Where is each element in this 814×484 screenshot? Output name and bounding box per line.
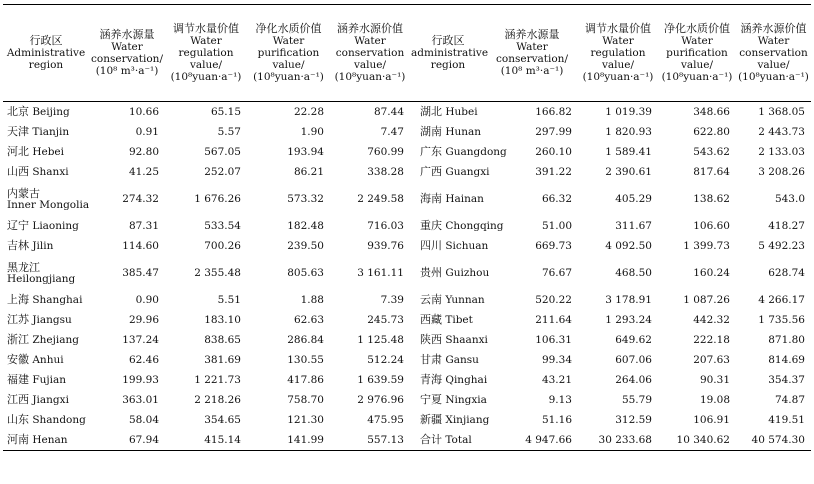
region-name-zh: 浙江 [7, 333, 29, 346]
region-name-zh: 河南 [7, 433, 29, 446]
value-cell-reg: 381.69 [204, 353, 241, 366]
value-cell-reg: 312.59 [615, 413, 652, 426]
region-name-zh: 广东 [420, 145, 442, 158]
value-cell-reg: 1 019.39 [605, 105, 652, 118]
value-cell-wc: 274.32 [122, 192, 159, 205]
region-name-en: Tianjin [32, 126, 70, 138]
region-name-en: Hebei [32, 146, 65, 158]
value-cell-wc: 211.64 [535, 313, 572, 326]
value-cell-reg: 311.67 [615, 219, 652, 232]
table-row [3, 122, 811, 142]
value-cell-reg: 607.06 [615, 353, 652, 366]
value-cell-reg: 3 178.91 [605, 293, 652, 306]
region-name-en: Shanxi [32, 166, 69, 178]
value-cell-con: 7.39 [380, 293, 404, 306]
value-cell-con: 814.69 [768, 353, 805, 366]
region-name-cell-right [410, 350, 486, 370]
value-cell-wc: 87.31 [128, 219, 159, 232]
value-cell-con: 3 161.11 [357, 266, 404, 279]
header-regulation-value-2: 调节水量价值 Water regulation value/ (10⁸yuan·a⁻¹) [578, 5, 658, 102]
value-cell-wc: 67.94 [89, 430, 165, 451]
region-name-en: Xinjiang [445, 414, 490, 426]
region-name-zh: 江西 [7, 393, 29, 406]
region-name-cell [3, 330, 89, 350]
value-cell-reg: 2 218.26 [194, 393, 241, 406]
region-name-cell-right [410, 310, 486, 330]
water-conservation-table [3, 4, 811, 451]
value-cell-con: 1 125.48 [357, 333, 404, 346]
region-name-cell-right [410, 182, 486, 216]
value-cell-pur: 622.80 [693, 125, 730, 138]
value-cell-con: 419.51 [768, 413, 805, 426]
value-cell-pur: 106.60 [693, 219, 730, 232]
value-cell-wc: 51.00 [541, 219, 572, 232]
region-name-zh: 云南 [420, 293, 442, 306]
table-row [3, 430, 811, 451]
header-region-2: 行政区 administrative region [410, 5, 486, 102]
value-cell-reg: 468.50 [615, 266, 652, 279]
value-cell-reg: 649.62 [615, 333, 652, 346]
header-conservation-value-2: 涵养水源价值 Water conservation value/ (10⁸yuan·a⁻¹) [736, 5, 811, 102]
region-name-en: Beijing [32, 106, 70, 118]
value-cell-pur: 1 399.73 [683, 239, 730, 252]
region-name-zh: 海南 [420, 192, 442, 205]
region-name-cell-right [410, 102, 486, 123]
table-row [3, 290, 811, 310]
table-row [3, 162, 811, 182]
value-cell-con: 512.24 [367, 353, 404, 366]
value-cell-con: 338.28 [367, 165, 404, 178]
value-cell-reg: 2 355.48 [194, 266, 241, 279]
region-name-cell [3, 390, 89, 410]
value-cell-pur: 348.66 [693, 105, 730, 118]
header-region: 行政区 Administrative region [3, 5, 89, 102]
value-cell-con: 543.0 [774, 192, 805, 205]
value-cell-reg: 1 820.93 [605, 125, 652, 138]
region-name-zh: 黑龙江 [7, 260, 40, 274]
value-cell-con: 7.47 [380, 125, 404, 138]
value-cell-wc: 9.13 [548, 393, 572, 406]
value-cell-wc: 29.96 [128, 313, 159, 326]
region-name-zh: 山东 [7, 413, 29, 426]
value-cell-reg: 533.54 [204, 219, 241, 232]
value-cell-reg: 1 293.24 [605, 313, 652, 326]
value-cell-con: 557.13 [330, 430, 410, 451]
region-name-zh: 宁夏 [420, 393, 442, 406]
value-cell-con: 628.74 [768, 266, 805, 279]
region-name-en: Henan [32, 434, 68, 446]
table-row [3, 390, 811, 410]
value-cell-wc: 260.10 [535, 145, 572, 158]
region-name-zh: 吉林 [7, 239, 29, 252]
value-cell-con: 87.44 [373, 105, 404, 118]
region-name-en: Shaanxi [445, 334, 488, 346]
value-cell-pur: 543.62 [693, 145, 730, 158]
value-cell-reg: 264.06 [615, 373, 652, 386]
value-cell-pur: 138.62 [693, 192, 730, 205]
value-cell-con: 1 639.59 [357, 373, 404, 386]
value-cell-pur: 758.70 [287, 393, 324, 406]
value-cell-reg: 5.57 [217, 125, 241, 138]
region-name-en: Qinghai [445, 374, 488, 386]
value-cell-con: 354.37 [768, 373, 805, 386]
region-name-cell-right [410, 142, 507, 162]
value-cell-reg: 183.10 [204, 313, 241, 326]
value-cell-pur: 62.63 [293, 313, 324, 326]
value-cell-con: 74.87 [774, 393, 805, 406]
region-name-cell [3, 216, 89, 236]
value-cell-reg: 354.65 [204, 413, 241, 426]
value-cell-pur: 442.32 [693, 313, 730, 326]
value-cell-pur: 121.30 [287, 413, 324, 426]
region-name-en: Ningxia [445, 394, 487, 406]
region-name-en: Jiangxi [32, 394, 69, 406]
value-cell-wc: 92.80 [128, 145, 159, 158]
region-name-zh: 湖南 [420, 125, 442, 138]
region-name-en: Hunan [445, 126, 482, 138]
region-name-zh: 辽宁 [7, 219, 29, 232]
header-water-conservation: 涵养水源量 Water conservation/ (10⁸ m³·a⁻¹) [89, 5, 165, 102]
value-cell-reg: 405.29 [615, 192, 652, 205]
header-regulation-value: 调节水量价值 Water regulation value/ (10⁸yuan·a⁻¹) [165, 5, 247, 102]
value-cell-pur: 1 087.26 [683, 293, 730, 306]
value-cell-pur: 573.32 [287, 192, 324, 205]
value-cell-pur: 130.55 [287, 353, 324, 366]
value-cell-pur: 106.91 [693, 413, 730, 426]
value-cell-pur: 90.31 [699, 373, 730, 386]
value-cell-pur: 141.99 [247, 430, 330, 451]
value-cell-con: 1 735.56 [758, 313, 805, 326]
value-cell-con: 40 574.30 [736, 430, 811, 451]
value-cell-wc: 199.93 [122, 373, 159, 386]
value-cell-wc: 62.46 [128, 353, 159, 366]
value-cell-reg: 567.05 [204, 145, 241, 158]
value-cell-con: 760.99 [367, 145, 404, 158]
value-cell-con: 716.03 [367, 219, 404, 232]
region-name-en: Fujian [32, 374, 67, 386]
value-cell-pur: 19.08 [699, 393, 730, 406]
value-cell-reg: 252.07 [204, 165, 241, 178]
region-name-cell-right [410, 216, 504, 236]
value-cell-wc: 363.01 [122, 393, 159, 406]
region-name-zh: 湖北 [420, 105, 442, 118]
region-name-cell [3, 162, 89, 182]
region-name-zh: 上海 [7, 293, 29, 306]
region-name-en: Hubei [445, 106, 478, 118]
value-cell-reg: 55.79 [621, 393, 652, 406]
region-name-cell-right [410, 410, 490, 430]
value-cell-wc: 297.99 [535, 125, 572, 138]
header-conservation-value: 涵养水源价值 Water conservation value/ (10⁸yuan·a⁻¹) [330, 5, 410, 102]
table-row [3, 236, 811, 256]
region-name-en: Inner Mongolia [7, 198, 90, 211]
value-cell-wc: 99.34 [541, 353, 572, 366]
region-name-en: Zhejiang [32, 334, 79, 346]
region-name-cell [3, 102, 89, 123]
region-name-zh: 西藏 [420, 313, 442, 326]
table-row [3, 256, 811, 290]
value-cell-wc: 4 947.66 [486, 430, 578, 451]
value-cell-reg: 1 676.26 [194, 192, 241, 205]
region-name-cell-right [410, 330, 486, 350]
region-name-zh: 江苏 [7, 313, 29, 326]
region-name-cell-right [410, 256, 490, 290]
value-cell-con: 475.95 [367, 413, 404, 426]
value-cell-wc: 385.47 [122, 266, 159, 279]
value-cell-wc: 10.66 [128, 105, 159, 118]
value-cell-reg: 4 092.50 [605, 239, 652, 252]
region-name-en: Chongqing [445, 220, 504, 232]
region-name-en: Total [445, 434, 472, 446]
table-row [3, 310, 811, 330]
region-name-cell [3, 350, 89, 370]
value-cell-reg: 65.15 [210, 105, 241, 118]
region-name-en: Jiangsu [32, 314, 72, 326]
value-cell-wc: 41.25 [128, 165, 159, 178]
region-name-cell-right [410, 430, 486, 451]
region-name-zh: 河北 [7, 145, 29, 158]
value-cell-reg: 700.26 [204, 239, 241, 252]
region-name-cell-right [410, 162, 490, 182]
region-name-zh: 陕西 [420, 333, 442, 346]
region-name-cell [3, 256, 89, 290]
region-name-en: Heilongjiang [7, 272, 76, 285]
region-name-cell [3, 430, 89, 451]
value-cell-reg: 415.14 [165, 430, 247, 451]
value-cell-pur: 193.94 [287, 145, 324, 158]
region-name-cell-right [410, 290, 486, 310]
value-cell-reg: 5.51 [217, 293, 241, 306]
region-name-zh: 重庆 [420, 219, 442, 232]
value-cell-con: 3 208.26 [758, 165, 805, 178]
table-row [3, 142, 811, 162]
region-name-en: Tibet [445, 314, 473, 326]
value-cell-reg: 1 589.41 [605, 145, 652, 158]
value-cell-pur: 207.63 [693, 353, 730, 366]
region-name-cell-right [410, 122, 486, 142]
value-cell-pur: 817.64 [693, 165, 730, 178]
region-name-zh: 贵州 [420, 266, 442, 279]
value-cell-pur: 1.88 [300, 293, 324, 306]
region-name-zh: 山西 [7, 165, 29, 178]
value-cell-wc: 106.31 [535, 333, 572, 346]
header-purification-value-2: 净化水质价值 Water purification value/ (10⁸yuan·a⁻¹) [658, 5, 736, 102]
region-name-zh: 四川 [420, 239, 442, 252]
value-cell-pur: 10 340.62 [658, 430, 736, 451]
value-cell-wc: 43.21 [541, 373, 572, 386]
region-name-en: Jilin [32, 240, 54, 252]
table-row [3, 102, 811, 123]
region-name-zh: 内蒙古 [7, 186, 40, 200]
region-name-en: Guangdong [445, 146, 507, 158]
region-name-cell [3, 370, 89, 390]
region-name-cell [3, 236, 89, 256]
region-name-zh: 安徽 [7, 353, 29, 366]
region-name-en: Hainan [445, 193, 484, 205]
value-cell-wc: 0.90 [135, 293, 159, 306]
region-name-zh: 福建 [7, 373, 29, 386]
region-name-cell [3, 410, 89, 430]
region-name-en: Anhui [32, 354, 64, 366]
value-cell-pur: 86.21 [293, 165, 324, 178]
value-cell-reg: 2 390.61 [605, 165, 652, 178]
header-water-conservation-2: 涵养水源量 Water conservation/ (10⁸ m³·a⁻¹) [486, 5, 578, 102]
value-cell-reg: 30 233.68 [578, 430, 658, 451]
region-name-cell [3, 182, 89, 216]
table-row [3, 350, 811, 370]
value-cell-pur: 417.86 [287, 373, 324, 386]
region-name-cell-right [410, 390, 486, 410]
value-cell-pur: 805.63 [287, 266, 324, 279]
value-cell-wc: 520.22 [535, 293, 572, 306]
value-cell-con: 939.76 [367, 239, 404, 252]
region-name-cell [3, 310, 89, 330]
region-name-en: Yunnan [445, 294, 485, 306]
value-cell-wc: 114.60 [122, 239, 159, 252]
region-name-zh: 广西 [420, 165, 442, 178]
region-name-cell-right [410, 370, 486, 390]
value-cell-wc: 137.24 [122, 333, 159, 346]
region-name-en: Shanghai [32, 294, 83, 306]
value-cell-wc: 51.16 [541, 413, 572, 426]
value-cell-wc: 166.82 [535, 105, 572, 118]
header-purification-value: 净化水质价值 Water purification value/ (10⁸yuan·a⁻¹) [247, 5, 330, 102]
value-cell-pur: 182.48 [287, 219, 324, 232]
value-cell-wc: 76.67 [541, 266, 572, 279]
table-row [3, 330, 811, 350]
region-name-cell [3, 142, 89, 162]
value-cell-con: 5 492.23 [758, 239, 805, 252]
region-name-en: Sichuan [445, 240, 489, 252]
value-cell-wc: 66.32 [541, 192, 572, 205]
value-cell-pur: 286.84 [287, 333, 324, 346]
value-cell-con: 4 266.17 [758, 293, 805, 306]
value-cell-pur: 160.24 [693, 266, 730, 279]
value-cell-con: 418.27 [768, 219, 805, 232]
value-cell-pur: 1.90 [300, 125, 324, 138]
table-row [3, 370, 811, 390]
region-name-zh: 青海 [420, 373, 442, 386]
header-row [3, 5, 811, 102]
region-name-en: Guangxi [445, 166, 490, 178]
value-cell-con: 2 976.96 [357, 393, 404, 406]
value-cell-con: 245.73 [367, 313, 404, 326]
table-row [3, 182, 811, 216]
table-body [3, 102, 811, 451]
value-cell-pur: 239.50 [287, 239, 324, 252]
table-row [3, 410, 811, 430]
table-row [3, 216, 811, 236]
value-cell-pur: 222.18 [693, 333, 730, 346]
value-cell-con: 2 133.03 [758, 145, 805, 158]
region-name-cell [3, 122, 89, 142]
value-cell-reg: 838.65 [204, 333, 241, 346]
region-name-zh: 甘肃 [420, 353, 442, 366]
region-name-cell [3, 290, 89, 310]
region-name-en: Liaoning [32, 220, 79, 232]
region-name-en: Gansu [445, 354, 479, 366]
value-cell-wc: 0.91 [135, 125, 159, 138]
region-name-en: Shandong [32, 414, 86, 426]
value-cell-con: 2 443.73 [758, 125, 805, 138]
region-name-zh: 新疆 [420, 413, 442, 426]
value-cell-con: 2 249.58 [357, 192, 404, 205]
region-name-zh: 北京 [7, 105, 29, 118]
value-cell-reg: 1 221.73 [194, 373, 241, 386]
value-cell-pur: 22.28 [293, 105, 324, 118]
value-cell-con: 871.80 [768, 333, 805, 346]
value-cell-con: 1 368.05 [758, 105, 805, 118]
region-name-zh: 合计 [420, 433, 442, 446]
value-cell-wc: 391.22 [535, 165, 572, 178]
region-name-cell-right [410, 236, 489, 256]
value-cell-wc: 669.73 [535, 239, 572, 252]
region-name-zh: 天津 [7, 125, 29, 138]
region-name-en: Guizhou [445, 267, 490, 279]
value-cell-wc: 58.04 [128, 413, 159, 426]
